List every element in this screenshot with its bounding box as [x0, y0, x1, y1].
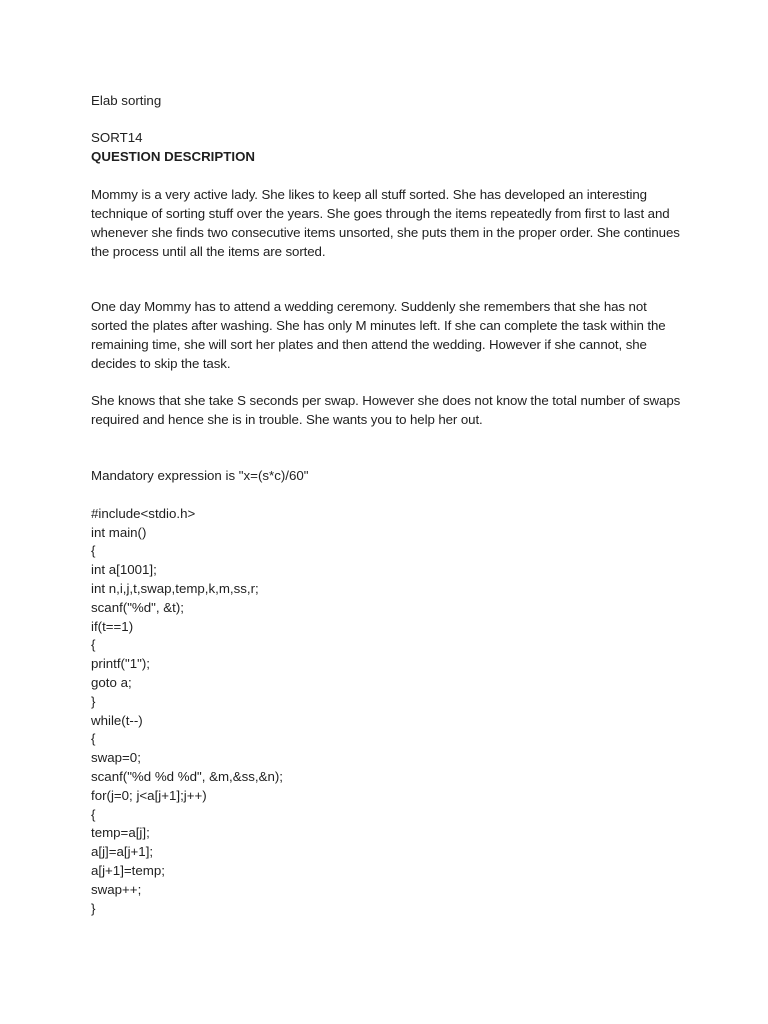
code-line: while(t--)	[91, 713, 143, 728]
code-line: a[j]=a[j+1];	[91, 844, 154, 859]
code-line: swap++;	[91, 882, 142, 897]
code-line: int main()	[91, 525, 147, 540]
code-line: }	[91, 901, 96, 916]
code-line: if(t==1)	[91, 619, 134, 634]
code-line: scanf("%d %d %d", &m,&ss,&n);	[91, 769, 283, 784]
code-line: }	[91, 694, 96, 709]
code-line: int a[1001];	[91, 562, 157, 577]
code-line: scanf("%d", &t);	[91, 600, 184, 615]
code-line: {	[91, 543, 96, 558]
code-line: {	[91, 637, 96, 652]
code-line: for(j=0; j<a[j+1];j++)	[91, 788, 207, 803]
code-line: swap=0;	[91, 750, 141, 765]
paragraph-swaps: She knows that she take S seconds per swap. However she does not know the total number of swaps required and hence she is in trouble. She wants you to help her out.	[91, 393, 681, 427]
paragraph-wedding: One day Mommy has to attend a wedding ceremony. Suddenly she remembers that she has not sorted the plates after washing. She has only M minutes left. If she can complete the task within the remaining time, she will sort her plates and then attend the wedding. However if she cannot, she decides to skip the task.	[91, 299, 666, 371]
document-title: Elab sorting	[91, 93, 162, 108]
code-line: {	[91, 807, 96, 822]
code-line: goto a;	[91, 675, 132, 690]
code-line: temp=a[j];	[91, 825, 150, 840]
code-line: printf("1");	[91, 656, 150, 671]
problem-code: SORT14	[91, 130, 143, 145]
code-line: {	[91, 731, 96, 746]
paragraph-sorting-technique: Mommy is a very active lady. She likes to keep all stuff sorted. She has developed an interesting technique of sorting stuff over the years. She goes through the items repeatedly from first to last and whenever she finds two consecutive items unsorted, she puts them in the proper order. She continues the process until all the items are sorted.	[91, 187, 680, 259]
section-heading: QUESTION DESCRIPTION	[91, 149, 256, 164]
code-line: #include<stdio.h>	[91, 506, 196, 521]
mandatory-expression: Mandatory expression is "x=(s*c)/60"	[91, 468, 309, 483]
code-line: int n,i,j,t,swap,temp,k,m,ss,r;	[91, 581, 259, 596]
code-line: a[j+1]=temp;	[91, 863, 165, 878]
